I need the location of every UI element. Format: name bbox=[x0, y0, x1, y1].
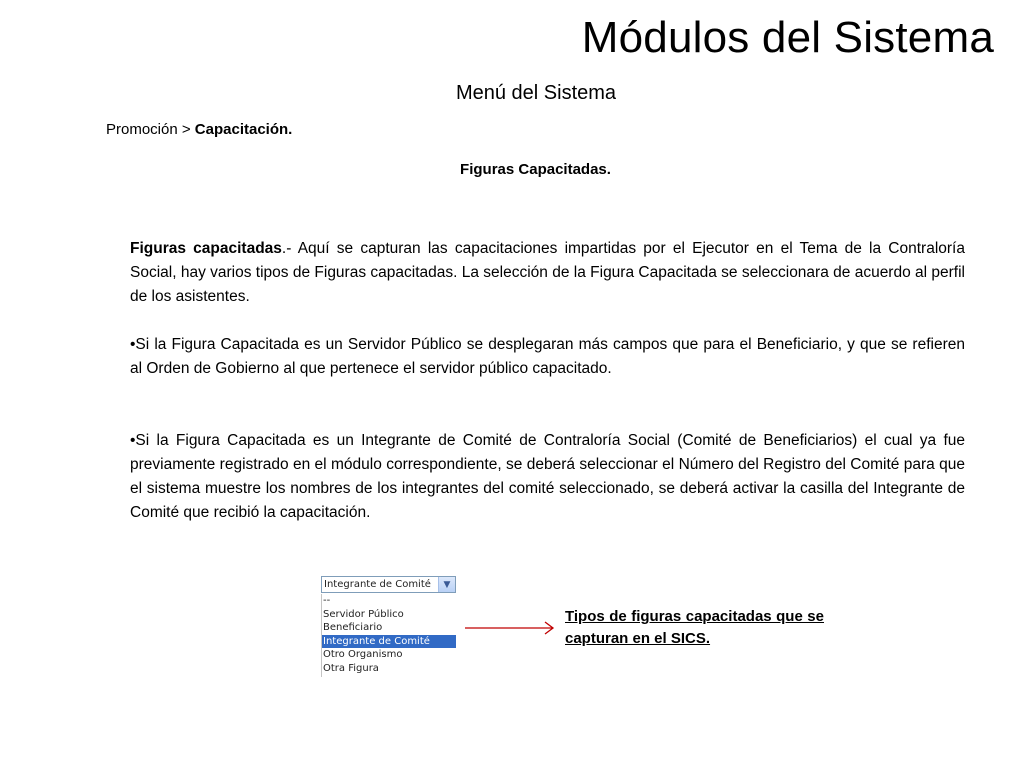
dropdown-option[interactable]: Otra Figura bbox=[323, 662, 379, 674]
dropdown-list bbox=[321, 594, 456, 677]
dropdown-option[interactable]: Beneficiario bbox=[323, 622, 383, 633]
slide-subtitle: Menú del Sistema bbox=[455, 82, 617, 104]
figura-capacitada-dropdown bbox=[321, 576, 457, 677]
paragraph-intro-text: .- Aquí se capturan las capacitaciones impartidas por el Ejecutor en el Tema de la Contraloría Social, hay varios tipos de Figuras capacitadas. La selección de la Figura Capacitada se seleccionara de acuerdo al perfil de los asistentes. bbox=[130, 240, 965, 305]
breadcrumb-parent: Promoción > bbox=[106, 121, 195, 138]
body-text bbox=[130, 237, 965, 525]
breadcrumb bbox=[106, 119, 292, 141]
paragraph-intro-lead: Figuras capacitadas bbox=[130, 240, 282, 257]
chevron-down-icon[interactable]: ▼ bbox=[438, 577, 455, 592]
dropdown-option[interactable]: Servidor Público bbox=[323, 608, 404, 620]
paragraph-servidor-publico: •Si la Figura Capacitada es un Servidor Público se desplegaran más campos que para el Beneficiario, y que se refieren al Orden de Gobierno al que pertenece el servidor público capacitado. bbox=[130, 336, 965, 377]
right-arrow-icon bbox=[465, 621, 557, 635]
paragraph-integrante-comite: •Si la Figura Capacitada es un Integrante de Comité de Contraloría Social (Comité de Beneficiarios) el cual ya fue previamente registrado en el módulo correspondiente, se deberá seleccionar el Número del Registro del Comité para que el sistema muestre los nombres de los integrantes del comité seleccionado, se deberá activar la casilla del Integrante de Comité que recibió la capacitación. bbox=[130, 432, 965, 521]
dropdown-caption: Tipos de figuras capacitadas que se capturan en el SICS. bbox=[565, 608, 824, 647]
slide-title: Módulos del Sistema bbox=[581, 13, 994, 62]
dropdown-option-selected[interactable]: Integrante de Comité bbox=[322, 635, 456, 649]
dropdown-select[interactable] bbox=[321, 576, 456, 593]
section-title: Figuras Capacitadas. bbox=[460, 161, 611, 178]
breadcrumb-current: Capacitación. bbox=[194, 121, 293, 138]
dropdown-option[interactable]: Otro Organismo bbox=[323, 649, 403, 660]
dropdown-option[interactable]: -- bbox=[323, 595, 331, 606]
paragraph-intro bbox=[130, 237, 965, 309]
dropdown-selected-value: Integrante de Comité bbox=[324, 579, 431, 590]
